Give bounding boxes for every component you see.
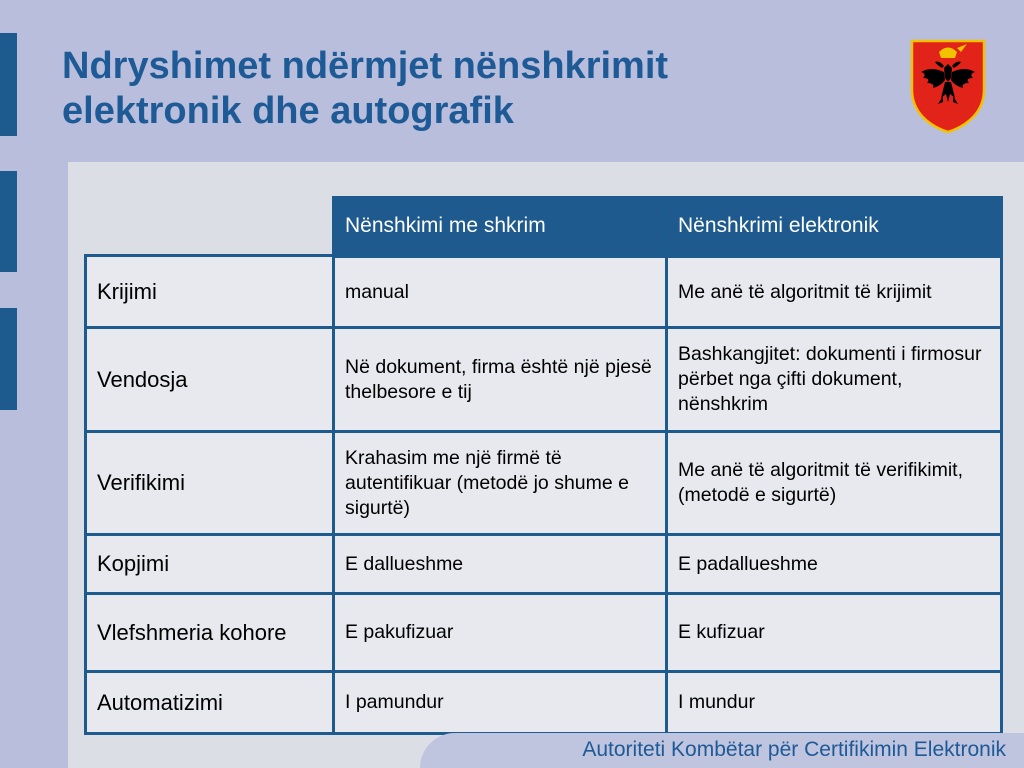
table-row [86, 535, 1002, 594]
row-label: Automatizimi [86, 672, 334, 734]
row-label: Verifikimi [86, 432, 334, 535]
slide-title-line-1: Ndryshimet ndërmjet nënshkrimit [62, 45, 669, 87]
cell-handwritten: Krahasim me një firmë të autentifikuar (metodë jo shume e sigurtë) [334, 432, 667, 535]
accent-bar-middle [0, 171, 17, 272]
cell-handwritten: E dallueshme [334, 535, 667, 594]
header-handwritten-signature: Nënshkimi me shkrim [334, 198, 667, 256]
table-header-row [86, 198, 1002, 256]
accent-bar-top [0, 33, 17, 136]
table-row [86, 328, 1002, 432]
comparison-table [84, 196, 1003, 735]
cell-handwritten: manual [334, 256, 667, 328]
row-label: Kopjimi [86, 535, 334, 594]
table-corner-cell [86, 198, 334, 256]
cell-handwritten: Në dokument, firma është një pjesë thelbesore e tij [334, 328, 667, 432]
cell-electronic: Me anë të algoritmit të verifikimit, (metodë e sigurtë) [667, 432, 1002, 535]
header-electronic-signature: Nënshkrimi elektronik [667, 198, 1002, 256]
albanian-coat-of-arms-icon [909, 38, 987, 134]
table-row [86, 432, 1002, 535]
row-label: Krijimi [86, 256, 334, 328]
cell-handwritten: I pamundur [334, 672, 667, 734]
cell-electronic: Me anë të algoritmit të krijimit [667, 256, 1002, 328]
cell-electronic: Bashkangjitet: dokumenti i firmosur përbet nga çifti dokument, nënshkrim [667, 328, 1002, 432]
cell-electronic: E padallueshme [667, 535, 1002, 594]
table-row [86, 594, 1002, 672]
cell-handwritten: E pakufizuar [334, 594, 667, 672]
slide-title [62, 44, 882, 134]
row-label: Vendosja [86, 328, 334, 432]
cell-electronic: I mundur [667, 672, 1002, 734]
cell-electronic: E kufizuar [667, 594, 1002, 672]
table-row [86, 256, 1002, 328]
table-row [86, 672, 1002, 734]
footer-authority-name: Autoriteti Kombëtar për Certifikimin Elektronik [582, 738, 1006, 761]
accent-bar-bottom [0, 308, 17, 410]
slide-title-line-2: elektronik dhe autografik [62, 90, 514, 132]
row-label: Vlefshmeria kohore [86, 594, 334, 672]
